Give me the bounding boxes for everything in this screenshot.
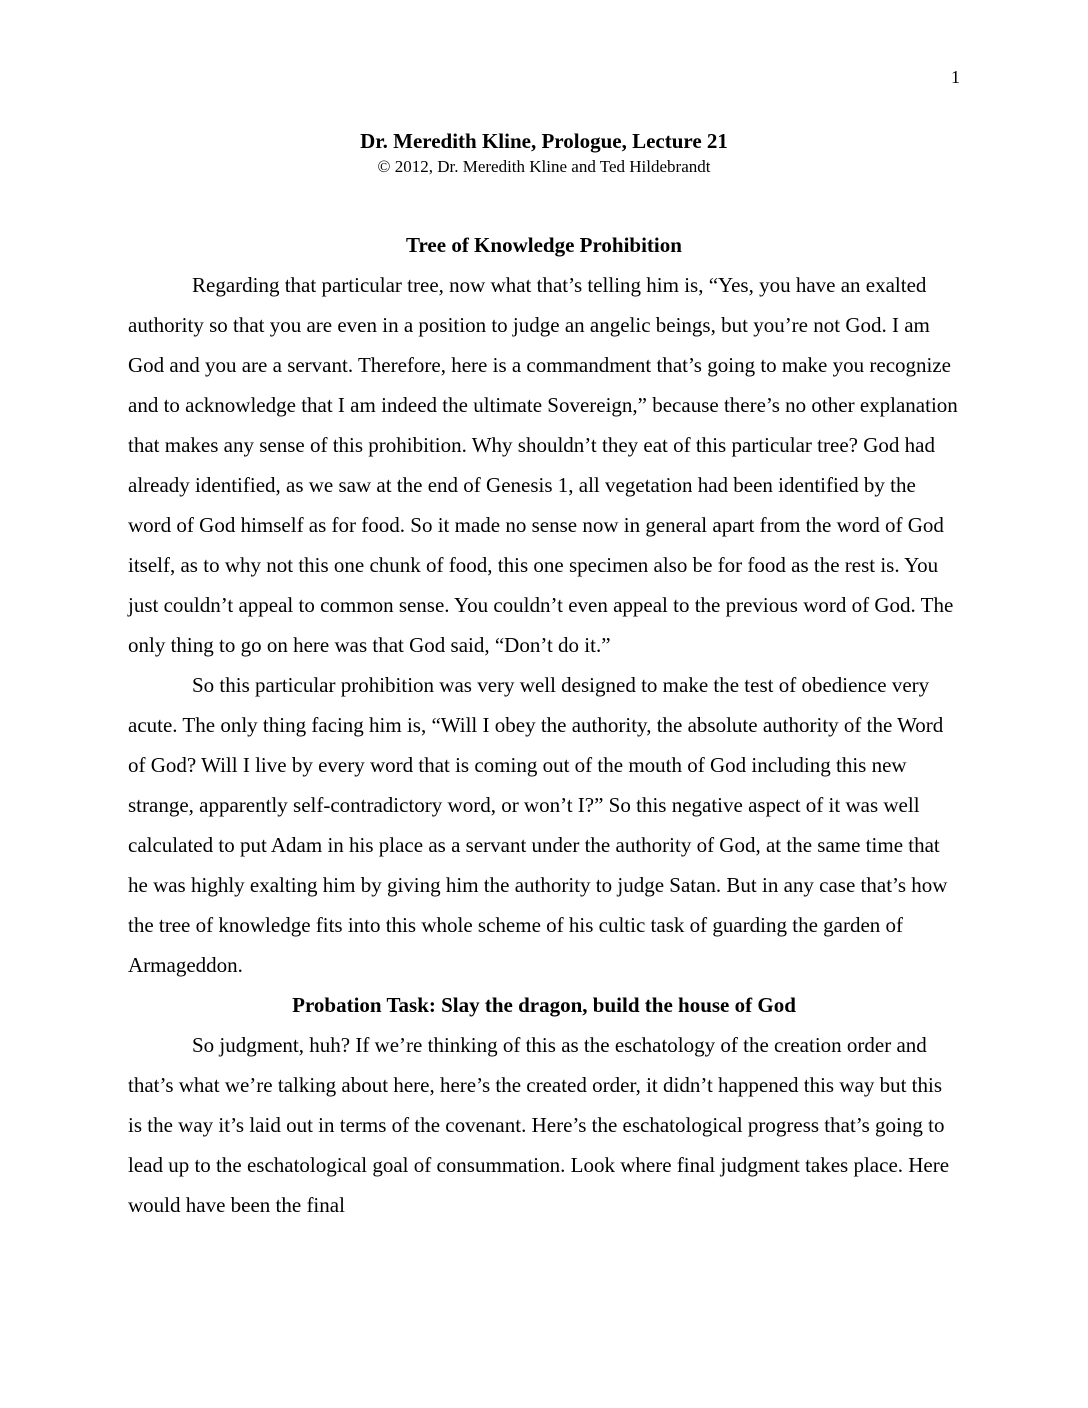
paragraph: So judgment, huh? If we’re thinking of this as the eschatology of the creation order and that’s what we’re talking about here, here’s the created order, it didn’t happened this way but this is the way it’s laid out in terms of the covenant. Here’s the eschatological progress that’s going to lead up to the eschatological goal of consummation. Look where final judgment takes place. Here would have been the final	[128, 1033, 950, 1217]
copyright-line: © 2012, Dr. Meredith Kline and Ted Hildebrandt	[377, 157, 711, 176]
section-heading-tree-of-knowledge: Tree of Knowledge Prohibition	[406, 233, 682, 257]
paragraph: So this particular prohibition was very well designed to make the test of obedience very acute. The only thing facing him is, “Will I obey the authority, the absolute authority of the Word of God? Will I live by every word that is coming out of the mouth of God including this new strange, apparently self-contradictory word, or won’t I?” So this negative aspect of it was well calculated to put Adam in his place as a servant under the authority of God, at the same time that he was highly exalting him by giving him the authority to judge Satan. But in any case that’s how the tree of knowledge fits into this whole scheme of his cultic task of guarding the garden of Armageddon.	[128, 673, 948, 977]
page-number: 1	[951, 67, 960, 87]
section-heading-probation-task: Probation Task: Slay the dragon, build the house of God	[292, 993, 796, 1017]
paragraph: Regarding that particular tree, now what that’s telling him is, “Yes, you have an exalted authority so that you are even in a position to judge an angelic beings, but you’re not God. I am God and you are a servant. Therefore, here is a commandment that’s going to make you recognize and to acknowledge that I am indeed the ultimate Sovereign,” because there’s no other explanation that makes any sense of this prohibition. Why shouldn’t they eat of this particular tree? God had already identified, as we saw at the end of Genesis 1, all vegetation had been identified by the word of God himself as for food. So it made no sense now in general apart from the word of God itself, as to why not this one chunk of food, this one specimen also be for food as the rest is. You just couldn’t appeal to common sense. You couldn’t even appeal to the previous word of God. The only thing to go on here was that God said, “Don’t do it.”	[128, 273, 958, 657]
document-body	[128, 128, 960, 1225]
document-title: Dr. Meredith Kline, Prologue, Lecture 21	[360, 129, 728, 153]
